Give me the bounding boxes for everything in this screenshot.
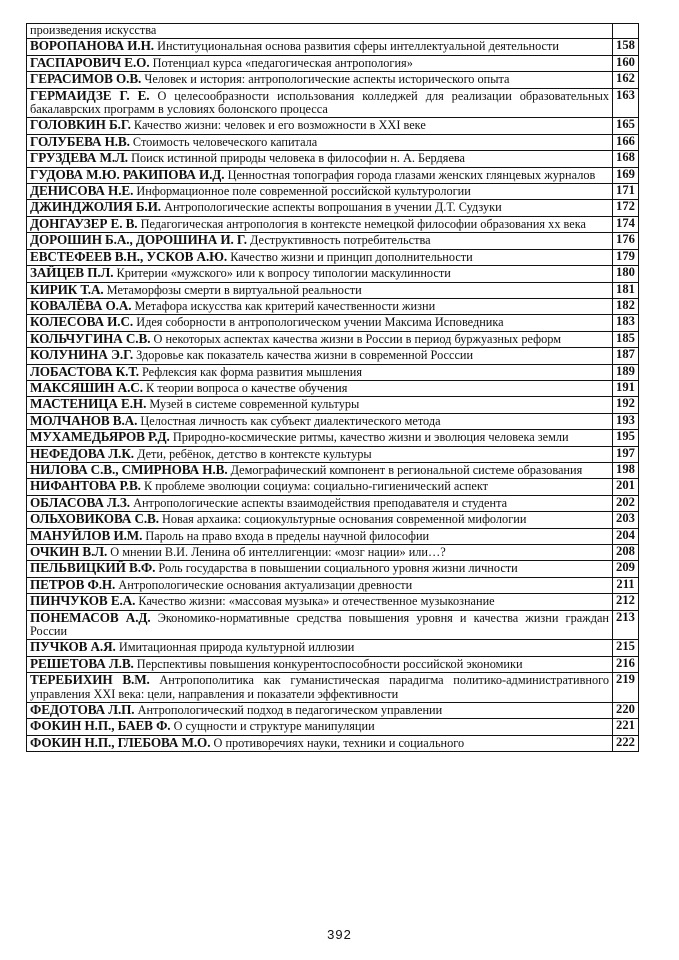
entry-title: Критерии «мужского» или к вопросу типологии маскулинности — [116, 266, 451, 281]
entry-page: 181 — [613, 282, 639, 298]
entry-page: 179 — [613, 249, 639, 265]
entry-page: 220 — [613, 703, 639, 719]
toc-row — [27, 249, 639, 265]
toc-entry — [27, 545, 613, 561]
toc-entry — [27, 462, 613, 478]
entry-author: ФОКИН Н.П., БАЕВ Ф. — [30, 718, 171, 734]
entry-page: 221 — [613, 719, 639, 735]
entry-page: 215 — [613, 640, 639, 656]
toc-row — [27, 364, 639, 380]
entry-page: 201 — [613, 479, 639, 495]
entry-title: Качество жизни и принцип дополнительности — [230, 249, 473, 264]
entry-page: 192 — [613, 397, 639, 413]
entry-author: НЕФЕДОВА Л.К. — [30, 445, 134, 461]
entry-page: 163 — [613, 88, 639, 118]
toc-row — [27, 134, 639, 150]
entry-title: Рефлексия как форма развития мышления — [142, 364, 363, 379]
entry-author: ДЕНИСОВА Н.Е. — [30, 183, 134, 199]
entry-author: ГАСПАРОВИЧ Е.О. — [30, 54, 150, 70]
entry-author: РЕШЕТОВА Л.В. — [30, 655, 134, 671]
entry-page — [613, 24, 639, 39]
entry-author: НИЛОВА С.В., СМИРНОВА Н.В. — [30, 461, 228, 477]
entry-page: 222 — [613, 735, 639, 751]
toc-row — [27, 462, 639, 478]
entry-title: Дети, ребёнок, детство в контексте культуры — [137, 446, 372, 461]
entry-author: ЕВСТЕФЕЕВ В.Н., УСКОВ А.Ю. — [30, 248, 228, 264]
entry-page: 198 — [613, 462, 639, 478]
toc-row — [27, 735, 639, 751]
toc-row — [27, 610, 639, 640]
entry-author: КОЛЕСОВА И.С. — [30, 314, 134, 330]
entry-title: О некоторых аспектах качества жизни в России в период буржуазных реформ — [153, 331, 562, 346]
entry-author: МАКСЯШИН А.С. — [30, 379, 143, 395]
entry-title: О сущности и структуре манипуляции — [173, 719, 375, 734]
entry-page: 158 — [613, 39, 639, 55]
entry-page: 191 — [613, 380, 639, 396]
toc-entry — [27, 577, 613, 593]
entry-page: 165 — [613, 118, 639, 134]
toc-row — [27, 719, 639, 735]
toc-entry — [27, 55, 613, 71]
entry-title: Идея соборности в антропологическом учении Максима Исповедника — [136, 315, 504, 330]
toc-row — [27, 55, 639, 71]
entry-author: ФЕДОТОВА Л.П. — [30, 702, 135, 718]
entry-page: 162 — [613, 72, 639, 88]
entry-author: ГЕРАСИМОВ О.В. — [30, 71, 142, 87]
toc-row — [27, 298, 639, 314]
toc-entry — [27, 397, 613, 413]
toc-entry — [27, 413, 613, 429]
entry-author: ВОРОПАНОВА И.Н. — [30, 38, 154, 54]
toc-body — [27, 24, 639, 752]
entry-title: Целостная личность как субъект диалектического метода — [140, 413, 441, 428]
entry-title: Качество жизни: «массовая музыка» и отечественное музыкознание — [138, 594, 495, 609]
toc-entry — [27, 151, 613, 167]
toc-row — [27, 88, 639, 118]
toc-row — [27, 479, 639, 495]
toc-entry — [27, 298, 613, 314]
entry-page: 204 — [613, 528, 639, 544]
entry-page: 195 — [613, 430, 639, 446]
entry-author: КОЛУНИНА Э.Г. — [30, 347, 134, 363]
entry-title: Роль государства в повышении социального уровня жизни личности — [158, 561, 518, 576]
toc-row — [27, 545, 639, 561]
entry-title: Человек и история: антропологические аспекты исторического опыта — [144, 72, 510, 87]
entry-author: ПУЧКОВ А.Я. — [30, 639, 116, 655]
toc-entry — [27, 430, 613, 446]
entry-title: О мнении В.И. Ленина об интеллигенции: «мозг нации» или…? — [110, 545, 446, 559]
entry-title: Антропополитика как гуманистическая парадигма политико-административного управления XXI века: цели, направления и показатели эффективности — [30, 673, 609, 701]
entry-title: К теории вопроса о качестве обучения — [145, 380, 348, 395]
toc-entry — [27, 184, 613, 200]
entry-page: 183 — [613, 315, 639, 331]
toc-entry — [27, 640, 613, 656]
toc-entry — [27, 479, 613, 495]
entry-author: ТЕРЕБИХИН В.М. — [30, 672, 150, 688]
toc-row — [27, 397, 639, 413]
entry-page: 208 — [613, 545, 639, 561]
toc-row — [27, 495, 639, 511]
entry-page: 197 — [613, 446, 639, 462]
entry-title: Перспективы повышения конкурентоспособности российской экономики — [136, 656, 523, 671]
toc-entry — [27, 24, 613, 39]
entry-page: 193 — [613, 413, 639, 429]
entry-page: 160 — [613, 55, 639, 71]
entry-title: Антропологический подход в педагогическом управлении — [137, 703, 443, 718]
entry-author: НИФАНТОВА Р.В. — [30, 478, 141, 494]
entry-author: ПИНЧУКОВ Е.А. — [30, 593, 136, 609]
toc-row — [27, 561, 639, 577]
entry-title: Музей в системе современной культуры — [149, 397, 360, 412]
toc-entry — [27, 331, 613, 347]
toc-row — [27, 640, 639, 656]
toc-row — [27, 380, 639, 396]
entry-page: 187 — [613, 348, 639, 364]
entry-author: ОЛЬХОВИКОВА С.В. — [30, 511, 159, 527]
entry-author: ПЕЛЬВИЦКИЙ В.Ф. — [30, 560, 156, 576]
toc-row — [27, 446, 639, 462]
toc-row — [27, 703, 639, 719]
entry-page: 211 — [613, 577, 639, 593]
toc-row — [27, 594, 639, 610]
entry-author: ПОНЕМАСОВ А.Д. — [30, 609, 151, 625]
entry-page: 180 — [613, 266, 639, 282]
entry-title: О противоречиях науки, техники и социального — [213, 735, 465, 750]
toc-entry — [27, 266, 613, 282]
entry-page: 189 — [613, 364, 639, 380]
entry-title: Демографический компонент в региональной системе образования — [230, 462, 583, 477]
toc-entry — [27, 118, 613, 134]
toc-row — [27, 430, 639, 446]
toc-entry — [27, 512, 613, 528]
toc-row — [27, 315, 639, 331]
entry-author: ДОРОШИН Б.А., ДОРОШИНА И. Г. — [30, 232, 247, 248]
toc-row — [27, 184, 639, 200]
toc-entry — [27, 610, 613, 640]
entry-author: ГУДОВА М.Ю. РАКИПОВА И.Д. — [30, 166, 225, 182]
entry-author: ОБЛАСОВА Л.З. — [30, 494, 130, 510]
toc-row — [27, 577, 639, 593]
entry-page: 213 — [613, 610, 639, 640]
page-number: 392 — [327, 927, 352, 942]
entry-title: Антропологические аспекты вопрошания в учении Д.Т. Судзуки — [164, 200, 502, 215]
entry-page: 203 — [613, 512, 639, 528]
entry-title: Метафора искусства как критерий качественности жизни — [134, 298, 436, 313]
entry-page: 169 — [613, 167, 639, 183]
entry-author: ОЧКИН В.Л. — [30, 544, 108, 559]
entry-title: Природно-космические ритмы, качество жизни и эволюция человека земли — [172, 430, 569, 445]
entry-page: 185 — [613, 331, 639, 347]
entry-page: 174 — [613, 216, 639, 232]
toc-row — [27, 528, 639, 544]
entry-page: 168 — [613, 151, 639, 167]
entry-title: Новая архаика: социокультурные основания современной мифологии — [162, 512, 527, 527]
toc-row — [27, 512, 639, 528]
entry-title: Здоровье как показатель качества жизни в современной Росссии — [136, 348, 474, 363]
toc-row — [27, 167, 639, 183]
entry-page: 202 — [613, 495, 639, 511]
toc-entry — [27, 39, 613, 55]
toc-row — [27, 39, 639, 55]
entry-author: ПЕТРОВ Ф.Н. — [30, 576, 116, 592]
entry-author: КОВАЛЁВА О.А. — [30, 297, 132, 313]
toc-row — [27, 282, 639, 298]
toc-entry — [27, 594, 613, 610]
toc-entry — [27, 656, 613, 672]
toc-entry — [27, 735, 613, 751]
entry-title: Поиск истинной природы человека в философии н. А. Бердяева — [131, 151, 466, 166]
entry-title: Педагогическая антропология в контексте немецкой философии образования хх века — [140, 216, 586, 231]
entry-page: 171 — [613, 184, 639, 200]
toc-entry — [27, 673, 613, 703]
entry-title: Информационное поле современной российской культурологии — [136, 184, 471, 199]
entry-page: 216 — [613, 656, 639, 672]
entry-title: Пароль на право входа в пределы научной философии — [145, 528, 430, 543]
toc-entry — [27, 719, 613, 735]
toc-entry — [27, 446, 613, 462]
toc-entry — [27, 282, 613, 298]
entry-author: КИРИК Т.А. — [30, 281, 104, 297]
entry-page: 212 — [613, 594, 639, 610]
entry-title: Антропологические аспекты взаимодействия преподавателя и студента — [133, 495, 508, 510]
entry-title: Антропологические основания актуализации древности — [118, 577, 413, 592]
toc-entry — [27, 528, 613, 544]
toc-entry — [27, 495, 613, 511]
toc-row — [27, 331, 639, 347]
entry-page: 182 — [613, 298, 639, 314]
entry-author: КОЛЬЧУГИНА С.В. — [30, 330, 151, 346]
entry-author: ГРУЗДЕВА М.Л. — [30, 150, 128, 166]
entry-author: ЛОБАСТОВА К.Т. — [30, 363, 139, 379]
toc-entry — [27, 364, 613, 380]
entry-title: Институциональная основа развития сферы интеллектуальной деятельности — [157, 39, 559, 54]
toc-entry — [27, 200, 613, 216]
toc-entry — [27, 561, 613, 577]
entry-title: Экономико-нормативные средства повышения уровня и качества жизни граждан России — [30, 610, 609, 639]
toc-row — [27, 200, 639, 216]
toc-row — [27, 151, 639, 167]
entry-author: ДОНГАУЗЕР Е. В. — [30, 215, 138, 231]
toc-row — [27, 233, 639, 249]
entry-title: К проблеме эволюции социума: социально-гигиенический аспект — [143, 479, 489, 494]
entry-title: О целесообразности использования колледжей для реализации образовательных бакалаврских программ в условиях болонского процесса — [30, 88, 610, 117]
entry-title: Ценностная топография города глазами женских глянцевых журналов — [227, 167, 596, 182]
toc-entry — [27, 167, 613, 183]
entry-author: МОЛЧАНОВ В.А. — [30, 412, 138, 428]
toc-row — [27, 72, 639, 88]
toc-row — [27, 348, 639, 364]
entry-author: ГОЛОВКИН Б.Г. — [30, 117, 131, 133]
entry-author: ЗАЙЦЕВ П.Л. — [30, 265, 114, 281]
toc-table — [26, 23, 639, 752]
toc-entry — [27, 233, 613, 249]
entry-title: Метаморфозы смерти в виртуальной реальности — [106, 282, 362, 297]
toc-row — [27, 673, 639, 703]
entry-page: 166 — [613, 134, 639, 150]
toc-entry — [27, 249, 613, 265]
toc-row — [27, 24, 639, 39]
toc-entry — [27, 348, 613, 364]
entry-title: Стоимость человеческого капитала — [132, 134, 318, 149]
entry-page: 219 — [613, 673, 639, 703]
toc-entry — [27, 380, 613, 396]
entry-title: Деструктивность потребительства — [250, 233, 431, 248]
entry-author: МАСТЕНИЦА Е.Н. — [30, 396, 147, 412]
toc-entry — [27, 703, 613, 719]
toc-entry — [27, 315, 613, 331]
entry-author: ГОЛУБЕВА Н.В. — [30, 133, 130, 149]
toc-row — [27, 266, 639, 282]
entry-title: Качество жизни: человек и его возможности в XXI веке — [133, 118, 426, 133]
entry-page: 209 — [613, 561, 639, 577]
toc-row — [27, 413, 639, 429]
entry-author: МУХАМЕДЬЯРОВ Р.Д. — [30, 429, 170, 445]
toc-row — [27, 118, 639, 134]
toc-entry — [27, 216, 613, 232]
entry-author: ФОКИН Н.П., ГЛЕБОВА М.О. — [30, 734, 211, 750]
toc-row — [27, 216, 639, 232]
entry-author: ДЖИНДЖОЛИЯ Б.И. — [30, 199, 161, 215]
toc-entry — [27, 134, 613, 150]
entry-page: 172 — [613, 200, 639, 216]
toc-entry — [27, 72, 613, 88]
entry-title: Потенциал курса «педагогическая антропология» — [152, 55, 413, 70]
entry-author: МАНУЙЛОВ И.М. — [30, 527, 143, 543]
toc-row — [27, 656, 639, 672]
entry-page: 176 — [613, 233, 639, 249]
entry-title: Имитационная природа культурной иллюзии — [118, 640, 355, 655]
entry-title: произведения искусства — [30, 23, 157, 37]
toc-entry — [27, 88, 613, 118]
entry-author: ГЕРМАИДЗЕ Г. Е. — [30, 87, 150, 103]
